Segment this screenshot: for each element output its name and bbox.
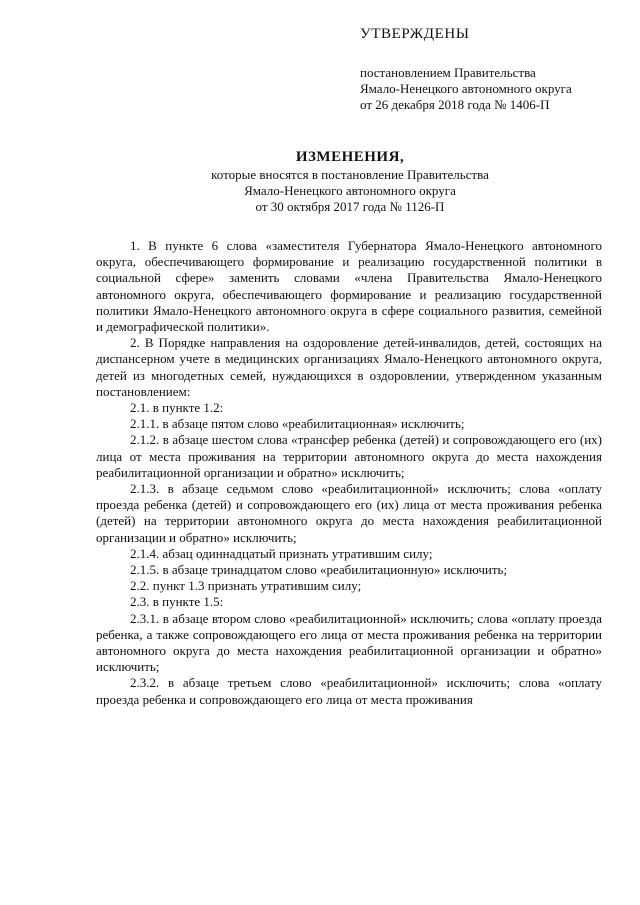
paragraph-2-1-1: 2.1.1. в абзаце пятом слово «реабилитационная» исключить;	[130, 416, 465, 432]
paragraph-2-3-2: 2.3.2. в абзаце третьем слово «реабилитационной» исключить; слова «оплату проезда ребенка и сопровождающего его лица от места проживания	[96, 675, 602, 707]
approval-block	[360, 26, 630, 113]
heading-line: Ямало-Ненецкого автономного округа	[244, 183, 456, 198]
heading-line: которые вносятся в постановление Правительства	[211, 167, 489, 182]
paragraph-2-3-1: 2.3.1. в абзаце втором слово «реабилитационной» исключить; слова «оплату проезда ребенка, а также сопровождающего его лица от места проживания ребенка на территории автономного округа до места нахождения реабилитационной организации и обратно» исключить;	[96, 610, 602, 675]
heading-line: от 30 октября 2017 года № 1126-П	[255, 199, 445, 214]
document-heading	[100, 148, 600, 215]
document-body	[96, 238, 602, 708]
paragraph-2-1-4: 2.1.4. абзац одиннадцатый признать утратившим силу;	[130, 545, 433, 561]
approval-title: УТВЕРЖДЕНЫ	[360, 26, 470, 42]
paragraph-2-1-5: 2.1.5. в абзаце тринадцатом слово «реабилитационную» исключить;	[130, 562, 508, 578]
paragraph-1: 1. В пункте 6 слова «заместителя Губернатора Ямало-Ненецкого автономного округа, обеспечивающего формирование и реализацию государственной политики в социальной сфере» заменить словами «члена Правительства Ямало-Ненецкого автономного округа, обеспечивающего формирование и реализацию государственной политики Ямало-Ненецкого автономного округа в сфере социального развития, семейной и демографической политики».	[96, 238, 602, 335]
paragraph-2-1: 2.1. в пункте 1.2:	[130, 400, 224, 416]
paragraph-2-3: 2.3. в пункте 1.5:	[130, 594, 224, 610]
paragraph-2-1-2: 2.1.2. в абзаце шестом слова «трансфер ребенка (детей) и сопровождающего его (их) лица от места проживания на территории автономного округа до места нахождения реабилитационной организации и обратно» исключить;	[96, 432, 602, 480]
approval-line: постановлением Правительства	[360, 65, 536, 80]
paragraph-2-2: 2.2. пункт 1.3 признать утратившим силу;	[130, 578, 362, 594]
paragraph-2: 2. В Порядке направления на оздоровление детей-инвалидов, детей, состоящих на диспансерном учете в медицинских организациях Ямало-Ненецкого автономного округа, детей из многодетных семей, нуждающихся в оздоровлении, утвержденном указанным постановлением:	[96, 335, 602, 399]
approval-line: Ямало-Ненецкого автономного округа	[360, 81, 572, 96]
approval-line: от 26 декабря 2018 года № 1406-П	[360, 97, 550, 112]
heading-title: ИЗМЕНЕНИЯ,	[295, 149, 405, 165]
paragraph-2-1-3: 2.1.3. в абзаце седьмом слово «реабилитационной» исключить; слова «оплату проезда ребенка (детей) и сопровождающего его (их) лица от места проживания ребенка (детей) на территории автономного округа до места нахождения реабилитационной организации и обратно» исключить;	[96, 481, 602, 545]
